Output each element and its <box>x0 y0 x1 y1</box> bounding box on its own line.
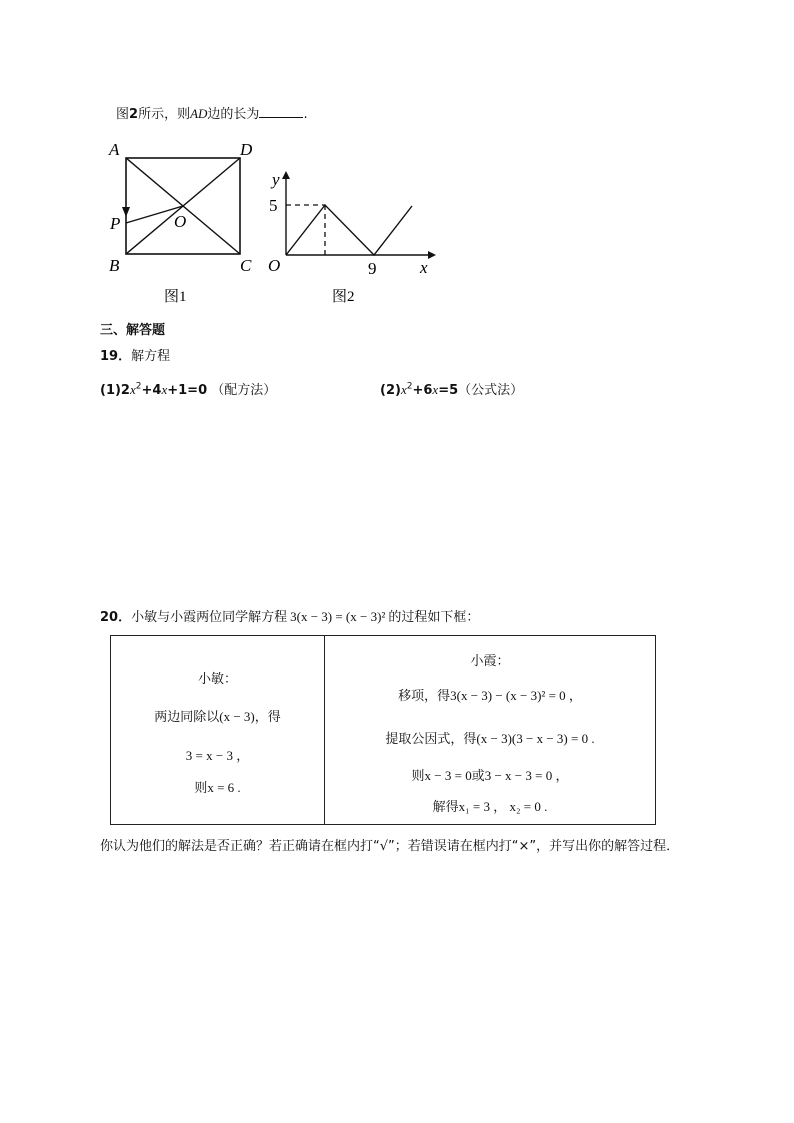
label-O: O <box>174 212 187 231</box>
q19-part2-prefix: (2) <box>380 383 401 398</box>
q18-variable-AD: AD <box>190 106 208 121</box>
answer-blank[interactable] <box>259 105 303 118</box>
q19-part1 <box>100 379 276 398</box>
q19-part2-var: x <box>400 382 407 397</box>
xiaoxia-name: 小霞： <box>470 654 510 669</box>
xiaoxia-step1 <box>325 685 655 704</box>
xiaoxia-step3-expr1: x − 3 = 0 <box>424 768 472 783</box>
q19-part2-mid: +6 <box>412 383 433 398</box>
q19-part1-var2: x <box>161 382 168 397</box>
arrow-down-icon <box>122 207 130 217</box>
label-D: D <box>240 140 253 159</box>
figure-2-graph <box>260 165 440 310</box>
figure-1-rectangle <box>100 135 270 310</box>
q18-figure-number: 2 <box>129 107 139 122</box>
origin-label: O <box>268 256 281 275</box>
q19-header <box>100 345 170 364</box>
xiaoxia-step4-text: 解得 <box>432 800 459 815</box>
q19-part2-var2: x <box>432 382 439 397</box>
axis-label-y: y <box>272 170 280 189</box>
q19-part1-tail: +1=0 <box>167 383 208 398</box>
xiaomin-step1-end: ，得 <box>254 710 281 725</box>
q20-intro-end: 的过程如下框： <box>388 610 480 625</box>
q19-part2 <box>380 379 523 398</box>
xiaomin-step1-expr: (x − 3) <box>219 709 255 724</box>
label-C: C <box>240 256 252 275</box>
xiaoxia-step2 <box>325 728 655 747</box>
q20-intro-text: 小敏与小霞两位同学解方程 <box>131 610 288 625</box>
label-A: A <box>109 140 120 159</box>
xiaomin-step3 <box>111 777 324 796</box>
q19-part2-tail: =5 <box>438 383 459 398</box>
q19-part1-exponent: 2 <box>135 381 142 392</box>
xiaomin-step3-text: 则 <box>194 781 208 796</box>
q20-question: 你认为他们的解法是否正确？若正确请在框内打“√”；若错误请在框内打“×”，并写出你的解答过程． <box>100 839 680 854</box>
xiaoxia-step1-text: 移项，得 <box>398 689 451 704</box>
q18-text: 图 <box>116 107 130 122</box>
y-axis-arrow-icon <box>282 171 290 179</box>
q18-text-mid: 所示，则 <box>138 107 191 122</box>
q19-part2-method: （公式法） <box>458 383 524 398</box>
xiaoxia-step2-text: 提取公因式，得 <box>385 732 477 747</box>
axis-label-x: x <box>420 258 428 277</box>
q18-text-suffix: 边的长为 <box>207 107 260 122</box>
xiaomin-step1-text: 两边同除以 <box>154 710 220 725</box>
xiaoxia-step2-expr: (x − 3)(3 − x − 3) = 0 . <box>476 731 595 746</box>
x-axis-arrow-icon <box>428 251 436 259</box>
section-title: 三、解答题 <box>100 323 166 338</box>
q20-intro <box>100 606 479 625</box>
q19-part1-mid: +4 <box>141 383 162 398</box>
graph-line <box>286 205 412 255</box>
xiaomin-name: 小敏： <box>197 672 237 687</box>
xiaomin-step1 <box>111 706 324 725</box>
figure-1-caption: 图1 <box>164 289 187 305</box>
tick-label-5: 5 <box>269 196 278 215</box>
xiaoxia-step3 <box>325 765 655 784</box>
xiaoxia-step3-text: 则 <box>411 769 425 784</box>
xiaoxia-step4-expr: x₁ = 3 ， x₂ = 0 . <box>458 799 548 814</box>
q19-part1-prefix: (1)2 <box>100 383 130 398</box>
xiaoxia-step4 <box>325 796 655 815</box>
q19-part2-exponent: 2 <box>406 381 413 392</box>
q18-period: . <box>303 107 308 122</box>
xiaomin-step3-expr: x = 6 . <box>207 780 241 795</box>
label-P: P <box>110 214 121 233</box>
tick-label-9: 9 <box>368 259 377 278</box>
q19-part1-method: （配方法） <box>211 383 277 398</box>
q20-number: 20． <box>100 610 132 625</box>
q19-part1-var: x <box>129 382 136 397</box>
q19-title: 解方程 <box>131 349 171 364</box>
q18-line <box>116 103 308 122</box>
figure-2-caption: 图2 <box>332 289 355 305</box>
solution-box[interactable] <box>110 635 656 825</box>
q19-number: 19． <box>100 349 132 364</box>
xiaoxia-step1-expr: 3(x − 3) − (x − 3)² = 0 ， <box>450 688 582 703</box>
xiaoxia-step3-or: 或 <box>471 769 485 784</box>
xiaomin-step2: 3 = x − 3 ， <box>185 748 250 763</box>
label-B: B <box>109 256 120 275</box>
q20-equation: 3(x − 3) = (x − 3)² <box>290 609 386 624</box>
xiaoxia-step3-expr2: 3 − x − 3 = 0 ， <box>484 768 569 783</box>
